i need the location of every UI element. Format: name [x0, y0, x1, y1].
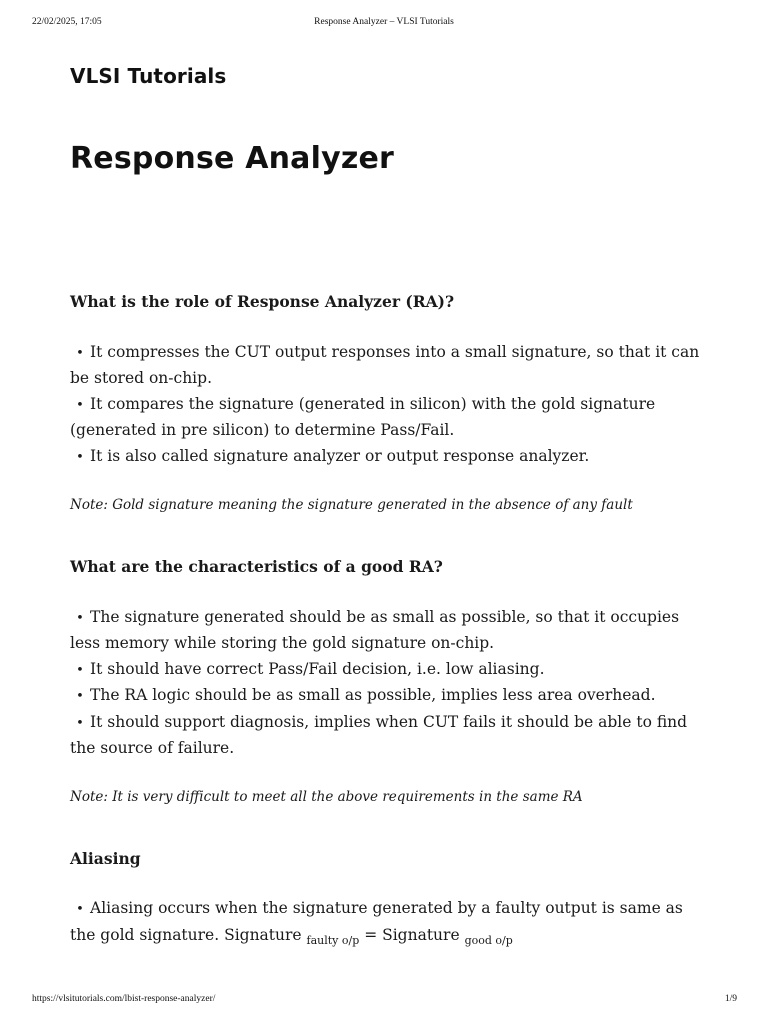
section-heading-aliasing: Aliasing: [70, 848, 141, 868]
list-item: • Aliasing occurs when the signature generated by a faulty output is same as the gold signature. Signature $_{faulty o/p}$ = Signature $_{good o/p}$: [70, 899, 683, 947]
print-url: https://vlsitutorials.com/lbist-response-analyzer/: [32, 994, 216, 1004]
subscript-faulty: faulty o/p: [306, 933, 360, 947]
article-content: [70, 289, 710, 953]
bullet-icon: •: [76, 689, 84, 704]
print-header: [0, 17, 768, 31]
bullet-icon: •: [76, 902, 84, 917]
bullet-icon: •: [76, 715, 84, 731]
list-item: • The signature generated should be as small as possible, so that it occupies less memory while storing the gold signature on-chip.: [70, 607, 680, 652]
list-item: • It should support diagnosis, implies when CUT fails it should be able to find the source of failure.: [70, 712, 688, 757]
print-datetime: 22/02/2025, 17:05: [32, 17, 102, 27]
bullet-list-role: [70, 340, 710, 471]
subscript-good: good o/p: [464, 933, 513, 947]
page-title: Response Analyzer: [70, 141, 395, 176]
bullet-icon: •: [76, 449, 84, 465]
bullet-icon: •: [76, 610, 84, 626]
bullet-icon: •: [76, 662, 84, 678]
bullet-icon: •: [76, 345, 84, 361]
list-item: • It compresses the CUT output responses into a small signature, so that it can be stored on-chip.: [70, 342, 700, 387]
bullet-list-characteristics: [70, 605, 710, 762]
section-heading-role: What is the role of Response Analyzer (RA)?: [70, 292, 455, 311]
print-footer: [0, 994, 768, 1008]
print-page-title: Response Analyzer – VLSI Tutorials: [314, 17, 454, 27]
bullet-list-aliasing: [70, 896, 710, 953]
note-ra-requirements: Note: It is very difficult to meet all the above requirements in the same RA: [70, 788, 583, 805]
section-heading-characteristics: What are the characteristics of a good RA?: [70, 557, 443, 576]
list-item: • It should have correct Pass/Fail decision, i.e. low aliasing.: [70, 657, 710, 684]
print-page-number: 1/9: [724, 994, 737, 1004]
note-gold-signature: Note: Gold signature meaning the signature generated in the absence of any fault: [70, 497, 633, 513]
list-item: • The RA logic should be as small as possible, implies less area overhead.: [70, 683, 710, 710]
site-title[interactable]: VLSI Tutorials: [70, 64, 227, 88]
list-item: • It is also called signature analyzer or output response analyzer.: [70, 444, 710, 471]
list-item: • It compares the signature (generated in silicon) with the gold signature (generated in pre silicon) to determine Pass/Fail.: [70, 394, 656, 439]
bullet-icon: •: [76, 397, 84, 413]
